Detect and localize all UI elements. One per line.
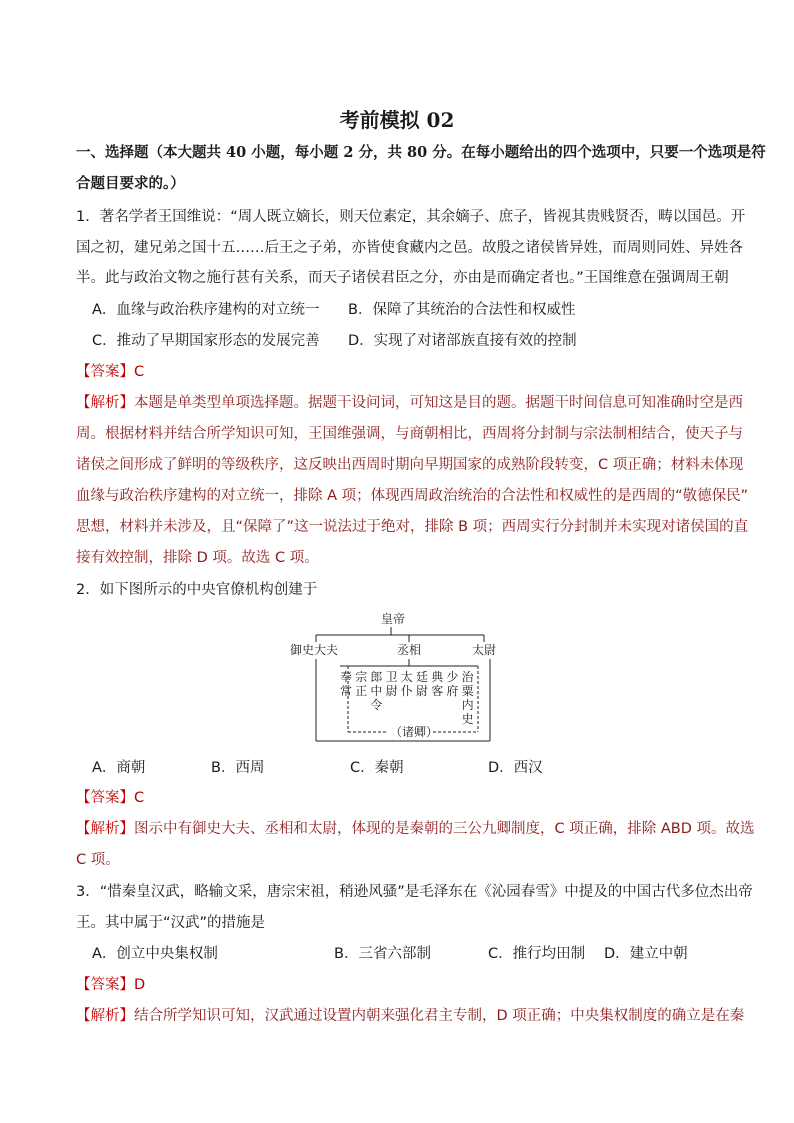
q1-analysis-text-1: 本题是单类型单项选择题。据题干设问词，可知这是目的题。据题干时间信息可知准确时空是西 (134, 395, 743, 411)
analysis-tag: 【解析】 (76, 395, 134, 411)
analysis-tag: 【解析】 (76, 821, 134, 837)
diagram-minister: 太仆 (400, 670, 413, 698)
q3-option-c: C．推行均田制 (488, 946, 586, 962)
q1-stem-line2: 国之初，建兄弟之国十五……后王之子弟，亦皆使食藏内之邑。故殷之诸侯皆异姓，而周则同姓、异姓各 (76, 240, 743, 256)
q2-option-b: B．西周 (211, 760, 265, 776)
answer-tag: 【答案】 (76, 790, 134, 806)
diagram-minister: 典客 (431, 670, 444, 698)
q3-answer-value: D (134, 977, 146, 993)
diagram-emperor: 皇帝 (381, 612, 406, 626)
diagram-zhuqing: （诸卿） (390, 725, 439, 739)
q3-stem-line2: 王。其中属于“汉武”的措施是 (76, 915, 266, 931)
q1-analysis-line4: 血缘与政治秩序建构的对立统一，排除 A 项；体现西周政治统治的合法性和权威性的是西周的“敬德保民” (76, 488, 749, 504)
q2-answer (76, 788, 144, 808)
q2-analysis-text-1: 图示中有御史大夫、丞相和太尉，体现的是秦朝的三公九卿制度，C 项正确，排除 ABD 项。故选 (134, 821, 755, 837)
answer-tag: 【答案】 (76, 977, 134, 993)
page-title: 考前模拟 02 (339, 108, 455, 132)
q1-analysis-line1 (76, 393, 743, 413)
q3-analysis-line1 (76, 1006, 744, 1026)
q1-analysis-line2: 周。根据材料并结合所学知识可知，王国维强调，与商朝相比，西周将分封制与宗法制相结合，使天子与 (76, 426, 743, 442)
q1-analysis-line5: 思想，材料并未涉及，且“保障了”这一说法过于绝对，排除 B 项；西周实行分封制并未实现对诸侯国的直 (76, 519, 749, 535)
q1-option-c: C．推动了早期国家形态的发展完善 (92, 333, 320, 349)
analysis-tag: 【解析】 (76, 1008, 134, 1024)
q3-stem-line1: 3．“惜秦皇汉武，略输文采，唐宗宋祖，稍逊风骚”是毛泽东在《沁园春雪》中提及的中国古代多位杰出帝 (76, 884, 753, 900)
diagram-yushidafu: 御史大夫 (290, 643, 339, 657)
q1-answer (76, 362, 144, 382)
diagram-minister: 奉常 (340, 670, 353, 698)
q1-analysis-line6: 接有效控制，排除 D 项。故选 C 项。 (76, 550, 319, 566)
q1-analysis-line3: 诸侯之间形成了鲜明的等级秩序，这反映出西周时期向早期国家的成熟阶段转变，C 项正确；材料未体现 (76, 457, 744, 473)
diagram-minister: 廷尉 (416, 670, 429, 698)
q2-option-a: A．商朝 (92, 760, 146, 776)
q2-analysis-line1 (76, 819, 754, 839)
q1-answer-value: C (134, 364, 145, 380)
section-heading-line2: 合题目要求的。） (76, 175, 185, 192)
diagram-minister: 卫尉 (385, 670, 398, 698)
answer-tag: 【答案】 (76, 364, 134, 380)
q2-stem: 2．如下图所示的中央官僚机构创建于 (76, 582, 318, 598)
q3-answer (76, 975, 145, 995)
q2-answer-value: C (134, 790, 145, 806)
q1-stem-line3: 半。此与政治文物之施行甚有关系，而天子诸侯君臣之分，亦由是而确定者也。”王国维意在强调周王朝 (76, 270, 729, 286)
q2-diagram (282, 608, 500, 748)
q1-stem-line1: 1．著名学者王国维说：“周人既立嫡长，则天位素定，其余嫡子、庶子，皆视其贵贱贤否，畴以国邑。开 (76, 209, 746, 225)
q3-option-b: B．三省六部制 (334, 946, 431, 962)
diagram-taiwei: 太尉 (472, 643, 497, 657)
diagram-minister: 宗正 (355, 670, 368, 698)
q2-option-c: C．秦朝 (350, 760, 404, 776)
q1-option-a: A．血缘与政治秩序建构的对立统一 (92, 302, 320, 318)
diagram-minister: 少府 (446, 670, 459, 698)
q3-analysis-text-1: 结合所学知识可知，汉武通过设置内朝来强化君主专制，D 项正确；中央集权制度的确立是在秦 (134, 1008, 745, 1024)
q3-option-d: D．建立中朝 (604, 946, 688, 962)
section-heading-line1: 一、选择题（本大题共 40 小题，每小题 2 分，共 80 分。在每小题给出的四个选项中，只要一个选项是符 (76, 144, 766, 161)
q1-option-d: D．实现了对诸部族直接有效的控制 (348, 333, 577, 349)
q1-option-b: B．保障了其统治的合法性和权威性 (348, 302, 576, 318)
diagram-minister: 治粟内史 (461, 670, 474, 726)
q2-analysis-line2: C 项。 (76, 852, 120, 868)
q2-option-d: D．西汉 (488, 760, 543, 776)
diagram-chengxiang: 丞相 (397, 643, 422, 657)
q3-option-a: A．创立中央集权制 (92, 946, 218, 962)
diagram-minister: 郎中令 (370, 670, 383, 712)
